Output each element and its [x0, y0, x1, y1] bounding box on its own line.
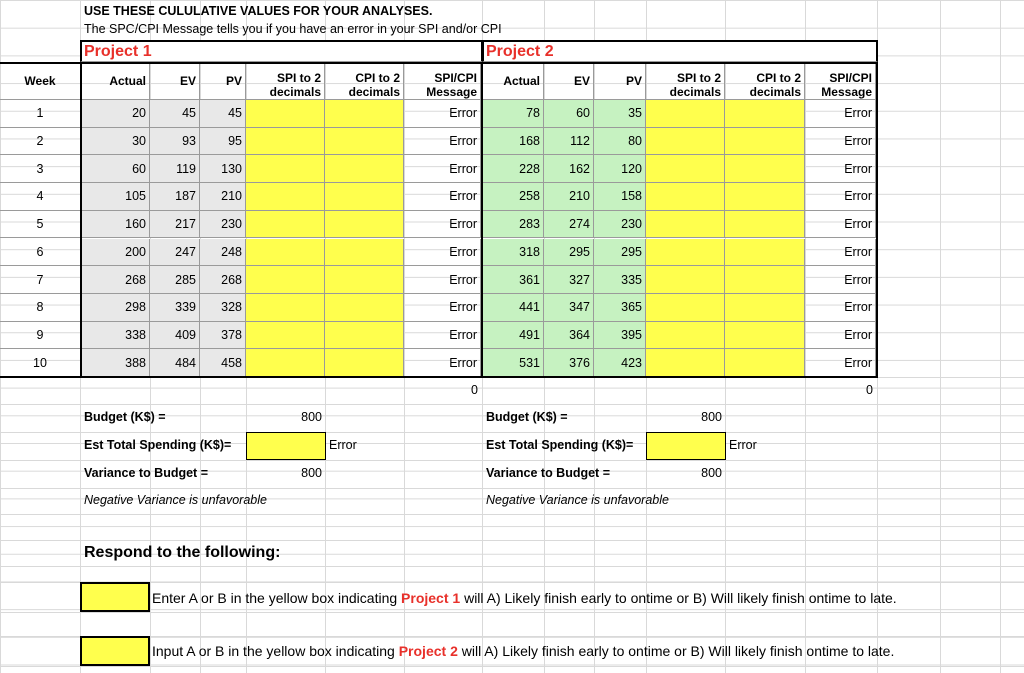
p2-actual-cell: 228 — [483, 155, 544, 183]
p2-pv-cell: 365 — [594, 294, 646, 322]
week-cell: 3 — [0, 155, 81, 183]
p2-ev-cell: 364 — [544, 322, 594, 350]
p1-actual-cell: 30 — [82, 128, 150, 156]
p1-actual-cell: 160 — [82, 211, 150, 239]
p2-est-input[interactable] — [646, 432, 726, 460]
p2-msg-cell: Error — [805, 349, 876, 377]
p2-ev-cell: 112 — [544, 128, 594, 156]
p2-msg-cell: Error — [805, 128, 876, 156]
p1-pv-cell: 130 — [200, 155, 246, 183]
q1-answer-input[interactable] — [80, 582, 150, 612]
p2-actual-cell: 168 — [483, 128, 544, 156]
p2-cpi-input[interactable] — [725, 294, 805, 322]
p2-msg-cell: Error — [805, 100, 876, 128]
p1-pv-cell: 210 — [200, 183, 246, 211]
header-p2-msg-line1: SPI/CPI — [829, 71, 872, 85]
project2-name-cell — [482, 40, 878, 62]
p1-actual-cell: 338 — [82, 322, 150, 350]
q1-text-pre: Enter A or B in the yellow box indicating — [152, 590, 402, 606]
p1-ev-cell: 247 — [150, 239, 200, 267]
p1-msg-cell: Error — [404, 294, 481, 322]
week-cell: 2 — [0, 128, 81, 156]
p1-pv-cell: 328 — [200, 294, 246, 322]
p1-note: Negative Variance is unfavorable — [84, 493, 267, 507]
header-p1-cpi-line1: CPI to 2 — [355, 71, 400, 85]
p1-cpi-input[interactable] — [325, 183, 404, 211]
divider-projects — [481, 62, 483, 378]
p2-ev-cell: 274 — [544, 211, 594, 239]
p2-actual-cell: 318 — [483, 239, 544, 267]
p1-pv-cell: 45 — [200, 100, 246, 128]
p2-est-error: Error — [729, 438, 757, 452]
q2-answer-input[interactable] — [80, 636, 150, 666]
p2-msg-cell: Error — [805, 294, 876, 322]
p1-pv-cell: 95 — [200, 128, 246, 156]
p2-cpi-input[interactable] — [725, 266, 805, 294]
p1-msg-cell: Error — [404, 211, 481, 239]
p2-spi-input[interactable] — [646, 211, 725, 239]
p1-spi-input[interactable] — [246, 155, 325, 183]
p1-budget-label: Budget (K$) = — [84, 410, 166, 424]
p1-spi-input[interactable] — [246, 322, 325, 350]
p1-pv-cell: 458 — [200, 349, 246, 377]
q1-text — [152, 590, 897, 606]
p2-ev-cell: 376 — [544, 349, 594, 377]
p2-msg-cell: Error — [805, 322, 876, 350]
header-p2-msg-line2: Message — [821, 85, 872, 99]
week-cell: 1 — [0, 100, 81, 128]
p2-pv-cell: 295 — [594, 239, 646, 267]
p2-cpi-input[interactable] — [725, 183, 805, 211]
p2-ev-cell: 60 — [544, 100, 594, 128]
p1-ev-cell: 45 — [150, 100, 200, 128]
p2-msg-cell: Error — [805, 183, 876, 211]
header-p2-spi-line2: decimals — [669, 85, 721, 99]
p1-spi-input[interactable] — [246, 266, 325, 294]
p2-spi-input[interactable] — [646, 266, 725, 294]
p2-variance-value: 800 — [701, 466, 722, 480]
p1-msg-cell: Error — [404, 100, 481, 128]
p1-est-label: Est Total Spending (K$)= — [84, 438, 232, 452]
p1-actual-cell: 20 — [82, 100, 150, 128]
p1-ev-cell: 409 — [150, 322, 200, 350]
p1-cpi-input[interactable] — [325, 322, 404, 350]
p2-cpi-input[interactable] — [725, 322, 805, 350]
p2-spi-input[interactable] — [646, 239, 725, 267]
p1-spi-input[interactable] — [246, 239, 325, 267]
p1-spi-input[interactable] — [246, 349, 325, 377]
p2-spi-input[interactable] — [646, 100, 725, 128]
p2-actual-cell: 283 — [483, 211, 544, 239]
p2-est-label: Est Total Spending (K$)= — [486, 438, 634, 452]
p2-cpi-input[interactable] — [725, 211, 805, 239]
p1-spi-input[interactable] — [246, 183, 325, 211]
p1-actual-cell: 200 — [82, 239, 150, 267]
header-p2-msg — [805, 63, 876, 100]
p1-cpi-input[interactable] — [325, 128, 404, 156]
p2-cpi-input[interactable] — [725, 128, 805, 156]
p2-pv-cell: 423 — [594, 349, 646, 377]
p1-msg-cell: Error — [404, 239, 481, 267]
p2-budget-label: Budget (K$) = — [486, 410, 568, 424]
p1-est-error: Error — [329, 438, 357, 452]
header-p2-actual: Actual — [483, 63, 544, 100]
p2-pv-cell: 35 — [594, 100, 646, 128]
header-p1-cpi — [325, 63, 404, 100]
p1-msg-cell: Error — [404, 266, 481, 294]
sheet-title: USE THESE CULULATIVE VALUES FOR YOUR ANALYSES. — [84, 4, 433, 18]
p1-ev-cell: 93 — [150, 128, 200, 156]
p1-spi-input[interactable] — [246, 294, 325, 322]
p1-msg-cell: Error — [404, 322, 481, 350]
p2-actual-cell: 491 — [483, 322, 544, 350]
week-cell: 9 — [0, 322, 81, 350]
p1-msg-cell: Error — [404, 349, 481, 377]
p2-cpi-input[interactable] — [725, 349, 805, 377]
respond-heading: Respond to the following: — [84, 544, 281, 561]
p2-msg-total: 0 — [866, 383, 873, 397]
p1-cpi-input[interactable] — [325, 266, 404, 294]
p2-actual-cell: 531 — [483, 349, 544, 377]
p1-spi-input[interactable] — [246, 100, 325, 128]
q2-text-post: will A) Likely finish early to ontime or B) Will likely finish ontime to late. — [457, 643, 895, 659]
p1-ev-cell: 339 — [150, 294, 200, 322]
header-p2-spi — [646, 63, 725, 100]
p2-pv-cell: 158 — [594, 183, 646, 211]
p2-actual-cell: 258 — [483, 183, 544, 211]
p2-spi-input[interactable] — [646, 183, 725, 211]
p1-cpi-input[interactable] — [325, 100, 404, 128]
p2-note: Negative Variance is unfavorable — [486, 493, 669, 507]
header-p1-spi-line1: SPI to 2 — [276, 71, 321, 85]
header-p2-pv: PV — [594, 63, 646, 100]
p2-ev-cell: 210 — [544, 183, 594, 211]
q2-text-pre: Input A or B in the yellow box indicating — [152, 643, 399, 659]
p2-actual-cell: 441 — [483, 294, 544, 322]
p1-variance-label: Variance to Budget = — [84, 466, 208, 480]
week-cell: 8 — [0, 294, 81, 322]
p2-ev-cell: 295 — [544, 239, 594, 267]
sheet-subtitle: The SPC/CPI Message tells you if you have an error in your SPI and/or CPI — [84, 22, 502, 36]
p1-actual-cell: 105 — [82, 183, 150, 211]
p1-ev-cell: 285 — [150, 266, 200, 294]
week-cell: 7 — [0, 266, 81, 294]
week-cell: 10 — [0, 349, 81, 377]
p2-actual-cell: 78 — [483, 100, 544, 128]
header-p1-ev: EV — [150, 63, 200, 100]
p1-spi-input[interactable] — [246, 128, 325, 156]
week-cell: 6 — [0, 239, 81, 267]
p1-msg-total: 0 — [471, 383, 478, 397]
p2-msg-cell: Error — [805, 211, 876, 239]
header-p1-msg — [404, 63, 481, 100]
p1-est-input[interactable] — [246, 432, 326, 460]
p2-ev-cell: 162 — [544, 155, 594, 183]
p1-cpi-input[interactable] — [325, 349, 404, 377]
header-week: Week — [0, 63, 81, 100]
p2-pv-cell: 80 — [594, 128, 646, 156]
p1-ev-cell: 484 — [150, 349, 200, 377]
project1-name-cell — [80, 40, 483, 62]
p1-msg-cell: Error — [404, 128, 481, 156]
p1-budget-value: 800 — [301, 410, 322, 424]
p2-cpi-input[interactable] — [725, 155, 805, 183]
q1-text-post: will A) Likely finish early to ontime or B) Will likely finish ontime to late. — [460, 590, 897, 606]
header-p2-ev: EV — [544, 63, 594, 100]
p1-ev-cell: 217 — [150, 211, 200, 239]
p1-cpi-input[interactable] — [325, 155, 404, 183]
header-p1-actual: Actual — [82, 63, 150, 100]
p1-msg-cell: Error — [404, 155, 481, 183]
p2-ev-cell: 327 — [544, 266, 594, 294]
q1-project: Project 1 — [401, 590, 461, 606]
p2-pv-cell: 335 — [594, 266, 646, 294]
p1-pv-cell: 378 — [200, 322, 246, 350]
p2-spi-input[interactable] — [646, 322, 725, 350]
header-p1-spi-line2: decimals — [269, 85, 321, 99]
header-p1-msg-line2: Message — [426, 85, 477, 99]
project2-name: Project 2 — [486, 43, 554, 60]
p1-cpi-input[interactable] — [325, 294, 404, 322]
project1-name: Project 1 — [84, 43, 152, 60]
header-p2-cpi-line2: decimals — [749, 85, 801, 99]
p1-variance-value: 800 — [301, 466, 322, 480]
p1-pv-cell: 248 — [200, 239, 246, 267]
p1-actual-cell: 388 — [82, 349, 150, 377]
p2-spi-input[interactable] — [646, 294, 725, 322]
p2-msg-cell: Error — [805, 155, 876, 183]
p2-spi-input[interactable] — [646, 128, 725, 156]
p2-actual-cell: 361 — [483, 266, 544, 294]
header-p1-msg-line1: SPI/CPI — [434, 71, 477, 85]
p2-spi-input[interactable] — [646, 155, 725, 183]
p2-msg-cell: Error — [805, 266, 876, 294]
p2-ev-cell: 347 — [544, 294, 594, 322]
divider-week — [80, 62, 82, 378]
p1-ev-cell: 119 — [150, 155, 200, 183]
p1-actual-cell: 268 — [82, 266, 150, 294]
p1-actual-cell: 60 — [82, 155, 150, 183]
header-p2-spi-line1: SPI to 2 — [676, 71, 721, 85]
q2-text — [152, 643, 894, 659]
header-p1-pv: PV — [200, 63, 246, 100]
p1-cpi-input[interactable] — [325, 239, 404, 267]
week-cell: 4 — [0, 183, 81, 211]
header-p1-cpi-line2: decimals — [348, 85, 400, 99]
p2-cpi-input[interactable] — [725, 239, 805, 267]
p2-spi-input[interactable] — [646, 349, 725, 377]
p2-cpi-input[interactable] — [725, 100, 805, 128]
week-cell: 5 — [0, 211, 81, 239]
p1-msg-cell: Error — [404, 183, 481, 211]
header-p1-spi — [246, 63, 325, 100]
p2-pv-cell: 120 — [594, 155, 646, 183]
p1-spi-input[interactable] — [246, 211, 325, 239]
p2-budget-value: 800 — [701, 410, 722, 424]
p1-pv-cell: 268 — [200, 266, 246, 294]
p2-pv-cell: 395 — [594, 322, 646, 350]
p1-ev-cell: 187 — [150, 183, 200, 211]
p1-cpi-input[interactable] — [325, 211, 404, 239]
divider-right — [876, 62, 878, 378]
q2-project: Project 2 — [398, 643, 458, 659]
p1-pv-cell: 230 — [200, 211, 246, 239]
p1-actual-cell: 298 — [82, 294, 150, 322]
header-p2-cpi — [725, 63, 805, 100]
p2-msg-cell: Error — [805, 239, 876, 267]
p2-pv-cell: 230 — [594, 211, 646, 239]
p2-variance-label: Variance to Budget = — [486, 466, 610, 480]
header-p2-cpi-line1: CPI to 2 — [756, 71, 801, 85]
